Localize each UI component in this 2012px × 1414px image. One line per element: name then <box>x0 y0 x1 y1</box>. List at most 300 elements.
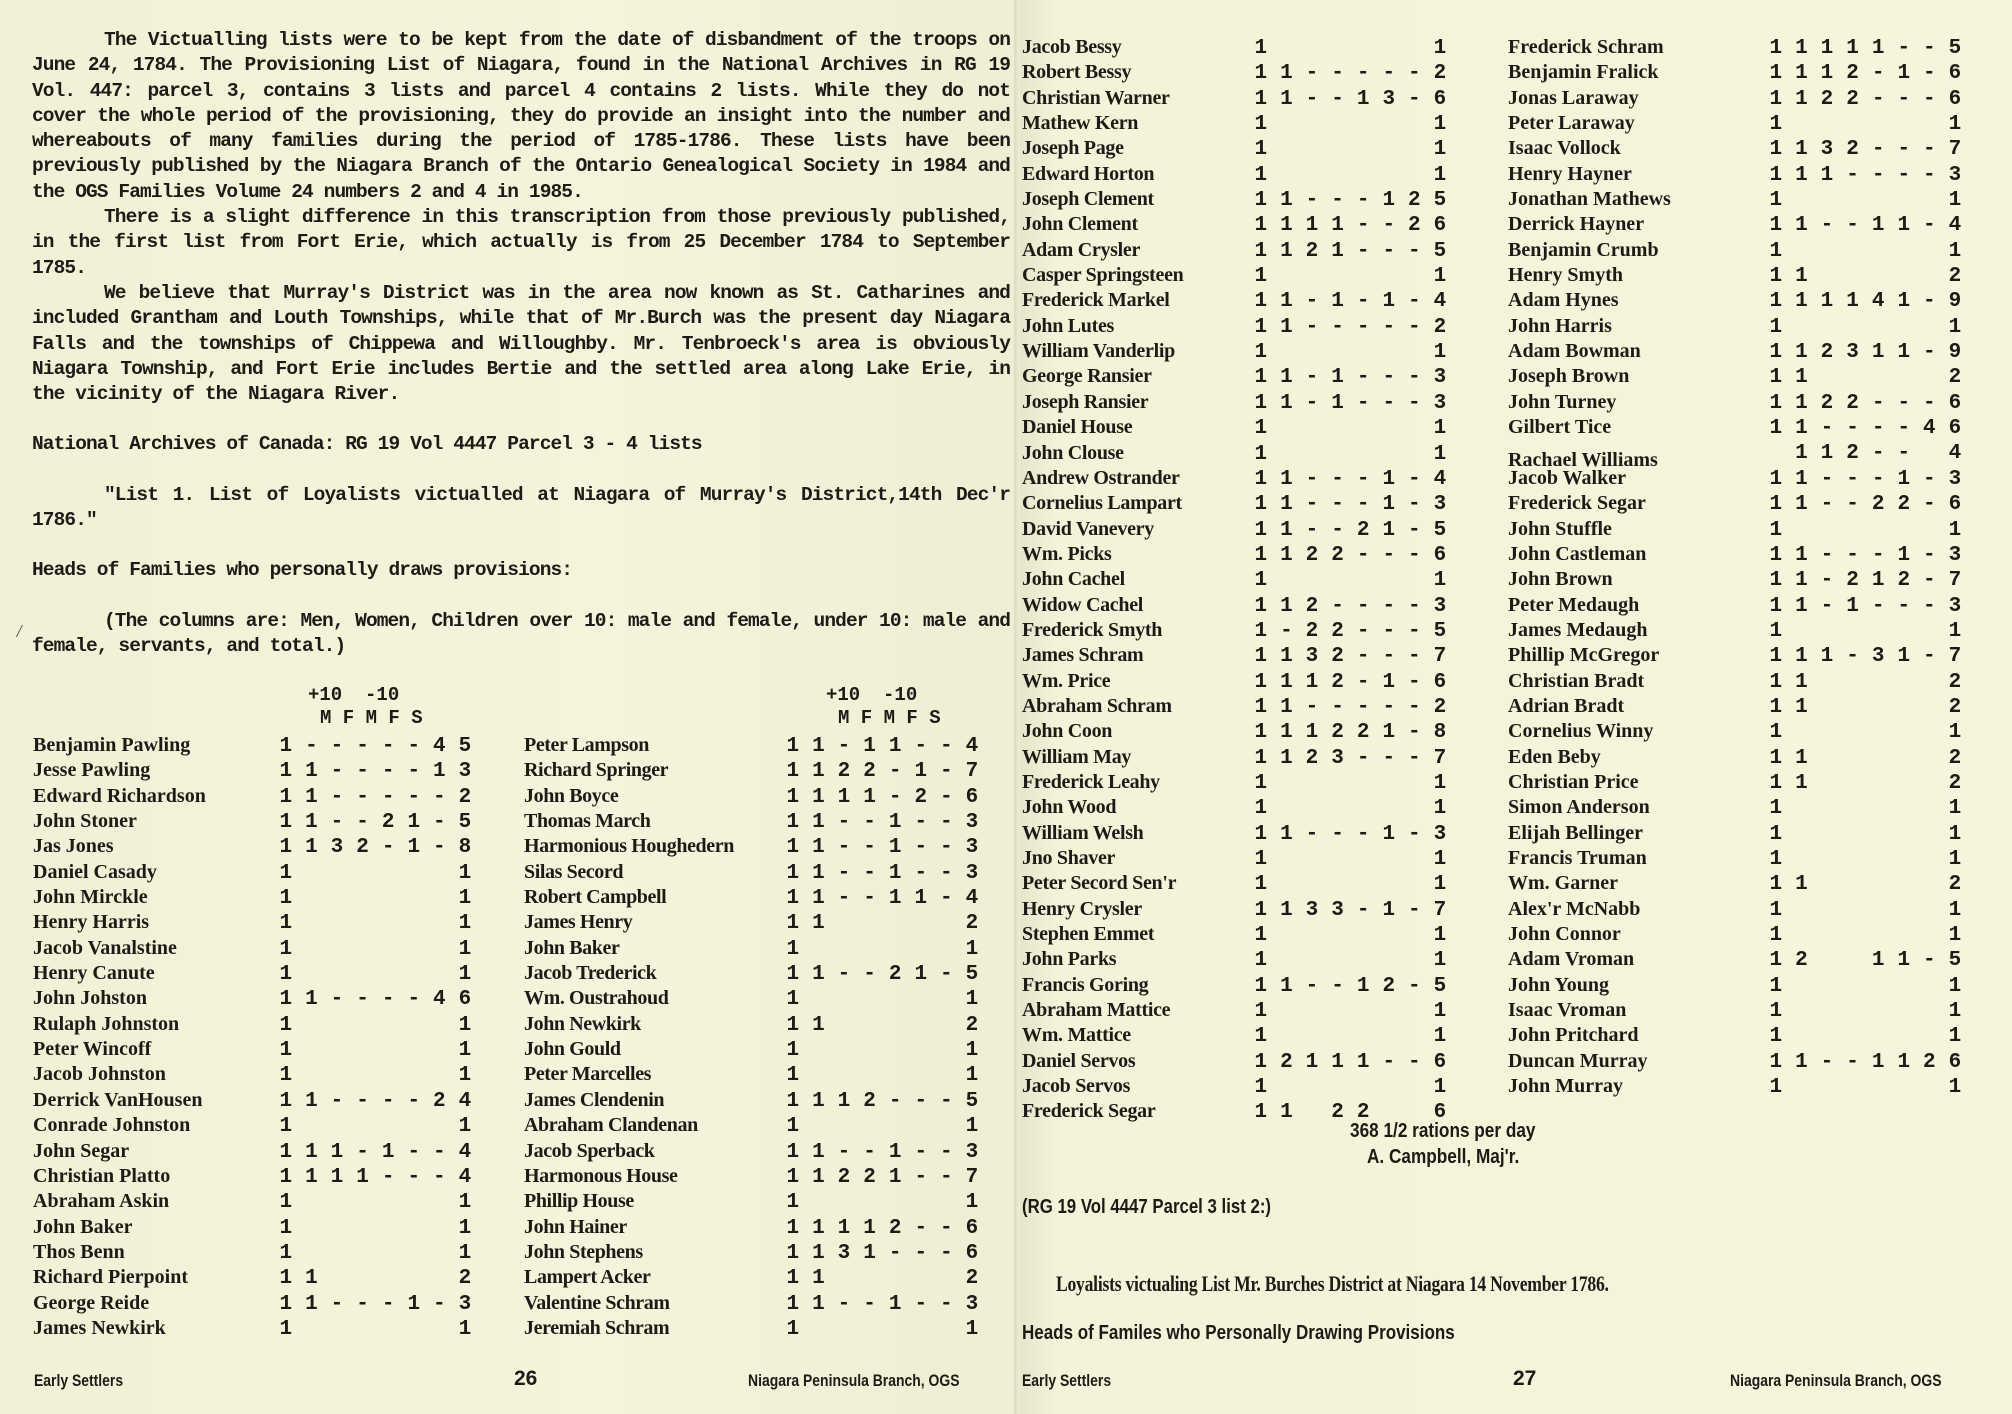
household-counts <box>1248 442 1453 467</box>
count-women <box>806 1317 832 1342</box>
count-total: 1 <box>1948 518 1962 542</box>
roster-row <box>33 885 478 910</box>
roster-row <box>524 860 985 885</box>
roster-row <box>1508 770 1968 795</box>
head-of-family-name: Cornelius Winny <box>1508 720 1654 743</box>
count-men: 1 <box>1769 619 1783 643</box>
roster-row <box>1508 567 1968 592</box>
roster-row <box>33 758 478 783</box>
household-counts <box>1248 467 1453 492</box>
count-boys-under-10: - <box>1356 619 1370 643</box>
count-girls-over-10 <box>1325 442 1351 467</box>
count-men: 1 <box>279 735 293 758</box>
count-boys-over-10: - <box>1820 1050 1834 1074</box>
roster-row <box>1508 162 1968 187</box>
count-total: 1 <box>1948 619 1962 643</box>
household-counts <box>1763 948 1968 973</box>
head-of-family-name: Abraham Mattice <box>1022 999 1171 1022</box>
count-girls-over-10 <box>1325 36 1351 61</box>
count-servants: - <box>1923 163 1936 187</box>
head-of-family-name: Frederick Leahy <box>1022 770 1160 793</box>
count-men: 1 <box>1254 924 1268 948</box>
roster-row <box>1022 238 1453 263</box>
head-of-family-name: Isaac Vollock <box>1508 137 1621 160</box>
roster-row <box>1508 517 1968 542</box>
count-boys-under-10: - <box>1356 594 1370 618</box>
household-counts <box>780 911 985 936</box>
count-boys-over-10: 1 <box>1820 290 1834 314</box>
roster-row <box>33 1240 478 1265</box>
count-men: 1 <box>1254 417 1268 441</box>
count-total: 1 <box>1433 37 1447 60</box>
count-men: 1 <box>786 1115 800 1139</box>
count-total: 3 <box>1433 493 1447 517</box>
count-girls-over-10: - <box>1331 87 1344 111</box>
roster-row <box>1022 86 1453 111</box>
count-girls-under-10 <box>908 1266 934 1291</box>
count-boys-under-10: - <box>381 1292 395 1316</box>
count-men: 1 <box>1769 239 1783 263</box>
roster-row <box>1508 263 1968 288</box>
count-girls-over-10 <box>857 911 883 936</box>
count-girls-under-10 <box>1891 898 1917 923</box>
count-boys-over-10 <box>1299 340 1325 365</box>
count-men: 1 <box>1769 569 1783 593</box>
count-servants: - <box>433 836 446 860</box>
count-total: 1 <box>458 1013 472 1037</box>
head-of-family-name: Jacob Vanalstine <box>33 936 177 959</box>
roster-row <box>1508 542 1968 567</box>
count-servants <box>1917 670 1943 695</box>
count-total: 1 <box>1948 239 1962 263</box>
count-total: 1 <box>1948 113 1962 137</box>
count-boys-under-10 <box>1350 872 1376 897</box>
count-girls-under-10 <box>1376 796 1402 821</box>
count-women: 1 <box>812 811 825 835</box>
count-servants: - <box>1408 594 1421 618</box>
head-of-family-name: Phillip McGregor <box>1508 644 1660 667</box>
count-servants: - <box>1408 695 1421 719</box>
household-counts <box>1248 492 1453 517</box>
count-servants <box>1917 822 1943 847</box>
count-total: 2 <box>1948 746 1962 770</box>
household-counts <box>1248 771 1453 796</box>
count-servants <box>1917 923 1943 948</box>
count-boys-over-10 <box>324 1114 350 1139</box>
count-girls-under-10: - <box>914 811 928 835</box>
count-total: 3 <box>965 811 979 835</box>
count-girls-over-10: - <box>356 1089 369 1113</box>
count-boys-under-10 <box>1350 568 1376 593</box>
head-of-family-name: Frederick Markel <box>1022 289 1170 312</box>
count-boys-over-10 <box>1299 796 1325 821</box>
count-girls-over-10 <box>1840 872 1866 897</box>
count-total: 1 <box>1433 924 1447 948</box>
count-men: 1 <box>279 1165 293 1189</box>
head-of-family-name: Francis Truman <box>1508 847 1647 869</box>
household-counts <box>1248 720 1453 745</box>
count-women: 1 <box>1280 746 1293 770</box>
count-women <box>1274 163 1300 188</box>
count-boys-under-10: 2 <box>1356 1101 1370 1125</box>
count-women <box>299 911 325 936</box>
count-girls-over-10 <box>1840 188 1866 213</box>
head-of-family-name: Adam Crysler <box>1022 238 1141 261</box>
count-men: 1 <box>786 861 800 885</box>
count-boys-under-10: 3 <box>1871 645 1885 669</box>
count-women <box>806 1063 832 1088</box>
roster-row <box>33 1164 478 1189</box>
count-boys-over-10: 1 <box>1820 441 1834 465</box>
age-header: +10 -10 <box>826 684 918 706</box>
count-boys-over-10: 3 <box>330 836 344 860</box>
household-counts <box>1248 644 1453 669</box>
roster-row <box>1022 415 1453 440</box>
count-boys-under-10 <box>1865 822 1891 847</box>
count-servants <box>1917 898 1943 923</box>
count-girls-over-10: 2 <box>863 760 876 784</box>
roster-row <box>1508 897 1968 922</box>
head-of-family-name: Joseph Clement <box>1022 188 1154 211</box>
household-counts <box>1763 87 1968 112</box>
count-boys-under-10 <box>1350 771 1376 796</box>
count-servants: - <box>940 811 953 835</box>
intro-paragraph-3: We believe that Murray's District was in the area now known as St. Catharines and included Grantham and Louth Townships, while that of Mr.Burch was the present day Niagara Falls and the townships of Chippewa and Willoughby. Mr. Tenbroeck's area is obviously Niagara Township, and Fort Erie includes Bertie and the settled area along Lake Erie, in the vicinity of the Niagara River. <box>32 281 1010 406</box>
household-counts <box>273 1266 478 1291</box>
count-women: 2 <box>1795 949 1808 973</box>
count-girls-under-10: 1 <box>1897 543 1911 567</box>
head-of-family-name: Robert Campbell <box>524 886 667 909</box>
count-boys-under-10: 1 <box>1871 1050 1885 1074</box>
count-boys-under-10 <box>882 1114 908 1139</box>
roster-row <box>1022 35 1453 60</box>
count-men: 1 <box>1254 87 1268 111</box>
count-women <box>806 1190 832 1215</box>
count-total: 3 <box>965 861 979 885</box>
count-boys-under-10 <box>882 1190 908 1215</box>
count-total: 2 <box>965 1267 979 1291</box>
count-girls-under-10: - <box>1897 594 1911 618</box>
count-boys-over-10 <box>1299 872 1325 897</box>
count-men: 1 <box>786 1191 800 1215</box>
count-girls-over-10 <box>1840 365 1866 390</box>
count-men: 1 <box>279 1039 293 1063</box>
count-boys-under-10 <box>1865 1024 1891 1049</box>
count-women: 1 <box>1795 493 1808 517</box>
count-girls-over-10 <box>1325 163 1351 188</box>
count-girls-under-10 <box>1891 619 1917 644</box>
count-women: 1 <box>1795 138 1808 162</box>
count-boys-under-10: - <box>1356 315 1370 339</box>
count-boys-under-10 <box>375 911 401 936</box>
count-total: 4 <box>965 887 979 911</box>
household-counts <box>1763 61 1968 86</box>
count-boys-under-10: - <box>1356 493 1370 517</box>
head-of-family-name: Frederick Segar <box>1022 1100 1156 1123</box>
count-women: 1 <box>1795 543 1808 567</box>
household-counts <box>1763 568 1968 593</box>
count-servants <box>1917 974 1943 999</box>
count-boys-over-10 <box>1299 1100 1325 1125</box>
count-total: 5 <box>1433 974 1447 998</box>
count-servants: - <box>433 1140 446 1164</box>
count-boys-under-10: - <box>381 1165 395 1189</box>
count-women <box>1274 923 1300 948</box>
count-girls-under-10 <box>1376 1024 1402 1049</box>
count-girls-over-10 <box>350 911 376 936</box>
count-women: 1 <box>1795 594 1808 618</box>
count-girls-under-10: - <box>1897 417 1911 441</box>
roster-row <box>1022 288 1453 313</box>
count-girls-under-10 <box>401 1063 427 1088</box>
count-boys-under-10 <box>1865 974 1891 999</box>
count-girls-over-10 <box>350 1241 376 1266</box>
roster-row <box>1508 973 1968 998</box>
count-servants <box>427 1266 453 1291</box>
count-men: 1 <box>786 785 800 809</box>
count-girls-under-10 <box>908 1063 934 1088</box>
count-servants <box>1917 796 1943 821</box>
household-counts <box>780 987 985 1012</box>
count-servants: - <box>1923 87 1936 111</box>
count-total: 4 <box>458 1089 472 1113</box>
count-boys-over-10: - <box>330 760 344 784</box>
head-of-family-name: Rachael Williams <box>1508 448 1658 471</box>
head-of-family-name: John Brown <box>1508 568 1613 591</box>
head-of-family-name: Wm. Picks <box>1022 542 1112 565</box>
count-servants: - <box>1923 645 1936 669</box>
count-men: 1 <box>1769 670 1783 694</box>
count-boys-under-10: - <box>1356 189 1370 213</box>
head-of-family-name: John Castleman <box>1508 542 1647 565</box>
roster-row <box>1508 339 1968 364</box>
count-men: 1 <box>1254 670 1268 694</box>
count-boys-over-10: - <box>1820 214 1834 238</box>
count-girls-over-10: - <box>1331 974 1344 998</box>
count-girls-under-10: - <box>1382 1050 1396 1074</box>
roster-row <box>1022 998 1453 1023</box>
count-boys-over-10 <box>1299 264 1325 289</box>
count-men: 1 <box>1254 239 1268 263</box>
roster-row <box>1022 441 1453 466</box>
count-boys-over-10: - <box>1305 493 1319 517</box>
count-boys-under-10: 1 <box>1871 569 1885 593</box>
count-men: 1 <box>786 735 800 758</box>
count-men: 1 <box>786 760 800 784</box>
count-girls-under-10 <box>401 1114 427 1139</box>
roster-row <box>33 733 478 758</box>
household-counts <box>1248 315 1453 340</box>
count-total: 6 <box>1433 543 1447 567</box>
count-girls-over-10: - <box>1846 493 1859 517</box>
count-total: 3 <box>965 1292 979 1316</box>
roster-row <box>1022 922 1453 947</box>
count-servants <box>934 911 960 936</box>
count-women: 1 <box>812 1089 825 1113</box>
count-total: 1 <box>458 1216 472 1240</box>
count-boys-under-10 <box>1865 796 1891 821</box>
roster-row <box>1508 212 1968 237</box>
count-women: 1 <box>1795 746 1808 770</box>
count-boys-over-10: - <box>1305 87 1319 111</box>
columns-note: (The columns are: Men, Women, Children over 10: male and female, under 10: male and female, servants, and total.) <box>32 609 1010 657</box>
roster-row <box>1022 162 1453 187</box>
count-servants: - <box>1408 239 1421 263</box>
count-boys-under-10 <box>375 861 401 886</box>
count-girls-under-10: - <box>914 1292 928 1316</box>
count-boys-over-10 <box>1299 36 1325 61</box>
count-boys-over-10 <box>1814 264 1840 289</box>
count-men <box>1763 441 1789 466</box>
count-girls-over-10: 2 <box>1846 441 1859 465</box>
count-total: 5 <box>1948 949 1962 973</box>
head-of-family-name: Wm. Price <box>1022 669 1111 692</box>
sex-header: M F M F S <box>838 707 941 729</box>
count-boys-under-10 <box>1350 36 1376 61</box>
count-women <box>806 937 832 962</box>
count-girls-over-10 <box>350 1190 376 1215</box>
count-boys-over-10 <box>1299 948 1325 973</box>
count-girls-over-10: - <box>1846 467 1859 491</box>
count-total: 1 <box>965 1115 979 1139</box>
count-girls-under-10 <box>1891 771 1917 796</box>
count-girls-under-10: 1 <box>1382 822 1396 846</box>
count-girls-under-10: - <box>1382 214 1396 238</box>
count-men: 1 <box>786 836 800 860</box>
count-total: 1 <box>1433 848 1447 871</box>
roster-row <box>524 961 985 986</box>
count-girls-over-10 <box>857 1190 883 1215</box>
count-boys-under-10: - <box>1356 467 1370 491</box>
count-boys-under-10 <box>1865 847 1891 872</box>
head-of-family-name: Christian Price <box>1508 770 1639 793</box>
count-women: 1 <box>1280 518 1293 542</box>
count-girls-under-10: 1 <box>1382 898 1396 922</box>
count-women <box>806 987 832 1012</box>
count-boys-over-10: 2 <box>1305 594 1319 618</box>
count-boys-under-10 <box>1350 948 1376 973</box>
count-girls-under-10: - <box>407 1140 421 1164</box>
household-counts <box>780 1063 985 1088</box>
count-women <box>1274 1075 1300 1100</box>
roster-row <box>1022 947 1453 972</box>
count-servants <box>1402 264 1428 289</box>
roster-row <box>1022 60 1453 85</box>
count-total: 1 <box>458 1191 472 1215</box>
count-girls-under-10 <box>1376 923 1402 948</box>
household-counts <box>1763 543 1968 568</box>
count-servants <box>1402 948 1428 973</box>
roster-row <box>1508 593 1968 618</box>
count-men: 1 <box>1769 721 1783 745</box>
count-men: 1 <box>1254 619 1268 643</box>
count-girls-over-10: - <box>1846 645 1859 669</box>
count-men: 1 <box>1769 797 1783 821</box>
count-boys-under-10: 1 <box>888 1140 902 1164</box>
count-women: 1 <box>305 760 318 784</box>
household-counts <box>1763 923 1968 948</box>
head-of-family-name: John Connor <box>1508 923 1621 946</box>
count-women <box>1789 822 1815 847</box>
count-men: 1 <box>1769 848 1783 871</box>
count-boys-over-10 <box>1814 948 1840 973</box>
household-counts <box>1763 391 1968 416</box>
count-boys-over-10 <box>1814 872 1840 897</box>
count-women: 1 <box>1280 594 1293 618</box>
head-of-family-name: George Reide <box>33 1291 150 1314</box>
count-women: 1 <box>1795 214 1808 238</box>
roster-row <box>1508 466 1968 491</box>
count-boys-over-10 <box>831 1266 857 1291</box>
household-counts <box>1763 1024 1968 1049</box>
household-counts <box>1248 568 1453 593</box>
count-men: 1 <box>1769 873 1783 897</box>
count-men: 1 <box>1254 543 1268 567</box>
head-of-family-name: Benjamin Pawling <box>33 734 191 756</box>
count-boys-over-10 <box>1814 720 1840 745</box>
household-counts <box>1248 898 1453 923</box>
roster-row <box>1022 364 1453 389</box>
count-men: 1 <box>1254 873 1268 897</box>
count-men: 1 <box>1769 594 1783 618</box>
count-girls-over-10: 2 <box>1331 619 1344 643</box>
count-servants <box>934 1266 960 1291</box>
count-girls-over-10: - <box>356 811 369 835</box>
count-women: 1 <box>1280 391 1293 415</box>
count-total: 8 <box>458 836 472 860</box>
count-boys-under-10 <box>375 937 401 962</box>
count-girls-under-10 <box>401 886 427 911</box>
count-boys-under-10: 1 <box>888 811 902 835</box>
count-total: 1 <box>1948 797 1962 821</box>
count-girls-over-10 <box>857 1013 883 1038</box>
count-servants: - <box>1408 645 1421 669</box>
count-men: 1 <box>1254 797 1268 821</box>
head-of-family-name: Peter Lampson <box>524 734 649 756</box>
count-girls-over-10 <box>1840 948 1866 973</box>
count-servants: - <box>1923 543 1936 567</box>
count-total: 1 <box>1948 924 1962 948</box>
count-boys-over-10 <box>1814 619 1840 644</box>
count-girls-over-10: 1 <box>1846 37 1859 60</box>
count-girls-over-10 <box>350 1266 376 1291</box>
count-girls-over-10: - <box>1846 214 1859 238</box>
head-of-family-name: Gilbert Tice <box>1508 416 1612 439</box>
count-men: 1 <box>1769 138 1783 162</box>
count-boys-over-10 <box>1814 822 1840 847</box>
count-girls-over-10: - <box>863 836 876 860</box>
count-men: 1 <box>279 912 293 936</box>
count-total: 2 <box>1948 695 1962 719</box>
count-servants: - <box>433 1292 446 1316</box>
count-women: 1 <box>812 1013 825 1037</box>
roster-row <box>524 809 985 834</box>
count-total: 4 <box>965 735 979 758</box>
head-of-family-name: Christian Bradt <box>1508 669 1645 692</box>
count-servants: - <box>1408 518 1421 542</box>
head-of-family-name: John Clouse <box>1022 441 1124 464</box>
count-boys-over-10: - <box>837 836 851 860</box>
count-boys-under-10 <box>375 1241 401 1266</box>
count-servants: - <box>1408 467 1421 491</box>
count-girls-over-10: 1 <box>863 1241 876 1265</box>
count-girls-over-10 <box>1325 771 1351 796</box>
count-girls-over-10: - <box>863 811 876 835</box>
count-women: 1 <box>1280 543 1293 567</box>
count-servants: - <box>940 836 953 860</box>
count-boys-over-10 <box>831 987 857 1012</box>
household-counts <box>1763 213 1968 238</box>
